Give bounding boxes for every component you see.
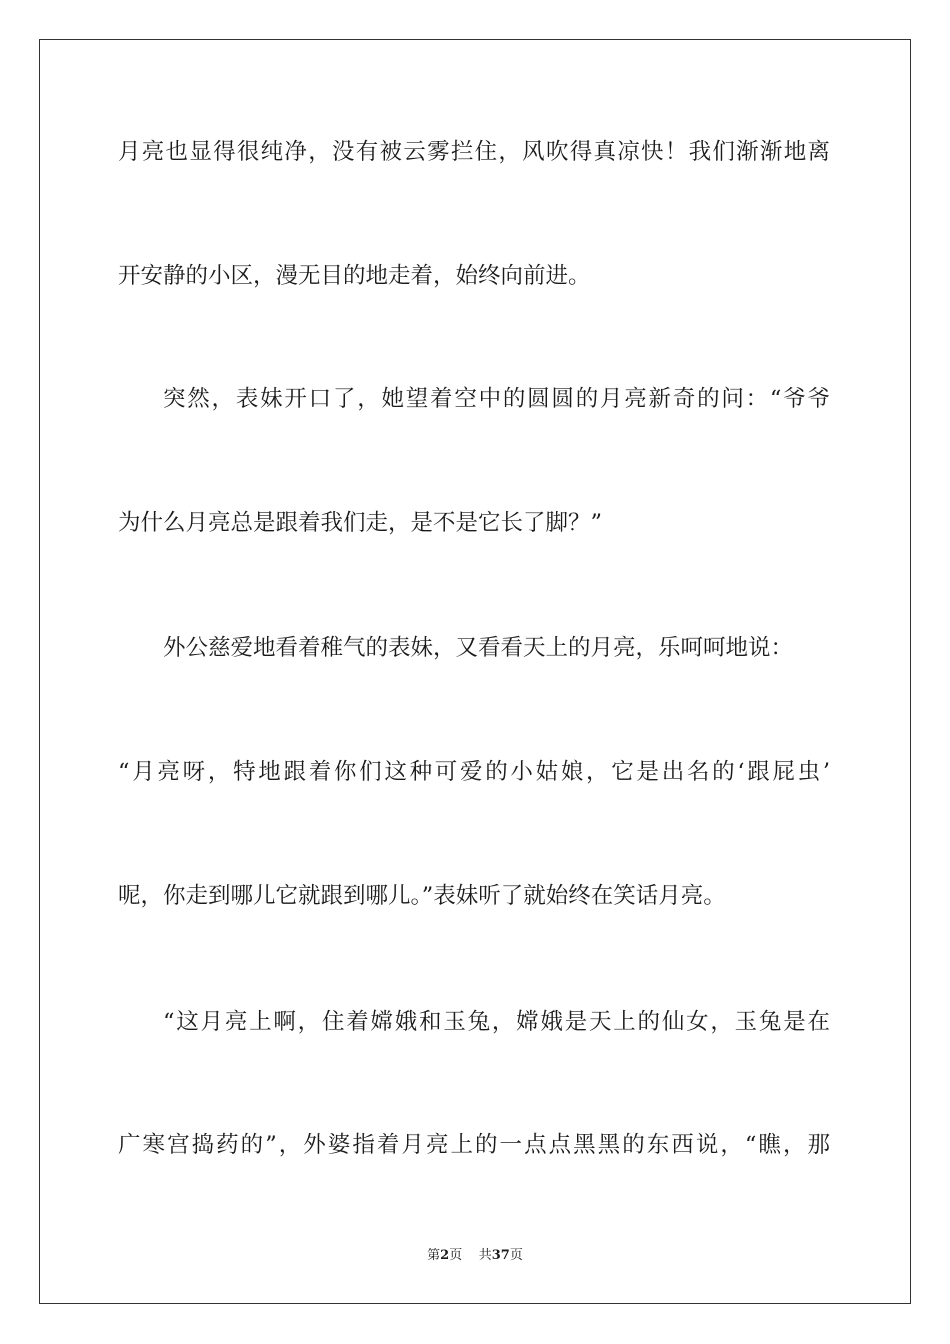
page-border: [39, 39, 911, 1304]
paragraph-line: 广寒宫捣药的”，外婆指着月亮上的一点点黑黑的东西说，“瞧，那: [118, 1132, 830, 1158]
paragraph-line: 突然，表妹开口了，她望着空中的圆圆的月亮新奇的问：“爷爷: [163, 386, 830, 412]
paragraph-line: 呢，你走到哪儿它就跟到哪儿。”表妹听了就始终在笑话月亮。: [118, 883, 726, 909]
page-prefix: 第: [427, 1248, 441, 1263]
paragraph-line: 外公慈爱地看着稚气的表妹，又看看天上的月亮，乐呵呵地说：: [163, 635, 794, 661]
page-suffix: 页: [449, 1248, 463, 1263]
page-footer: [0, 1247, 950, 1265]
total-prefix: 共: [478, 1248, 492, 1263]
page-number: 2: [440, 1248, 450, 1263]
paragraph-line: 月亮也显得很纯净，没有被云雾拦住，风吹得真凉快！我们渐渐地离: [118, 139, 830, 165]
total-suffix: 页: [509, 1248, 523, 1263]
paragraph-line: “这月亮上啊，住着嫦娥和玉兔，嫦娥是天上的仙女，玉兔是在: [163, 1009, 830, 1035]
paragraph-line: 为什么月亮总是跟着我们走，是不是它长了脚？”: [118, 510, 603, 536]
paragraph-line: “月亮呀，特地跟着你们这种可爱的小姑娘，它是出名的‘跟屁虫’: [118, 759, 830, 785]
total-pages: 37: [491, 1248, 510, 1263]
paragraph-line: 开安静的小区，漫无目的地走着，始终向前进。: [118, 263, 591, 289]
